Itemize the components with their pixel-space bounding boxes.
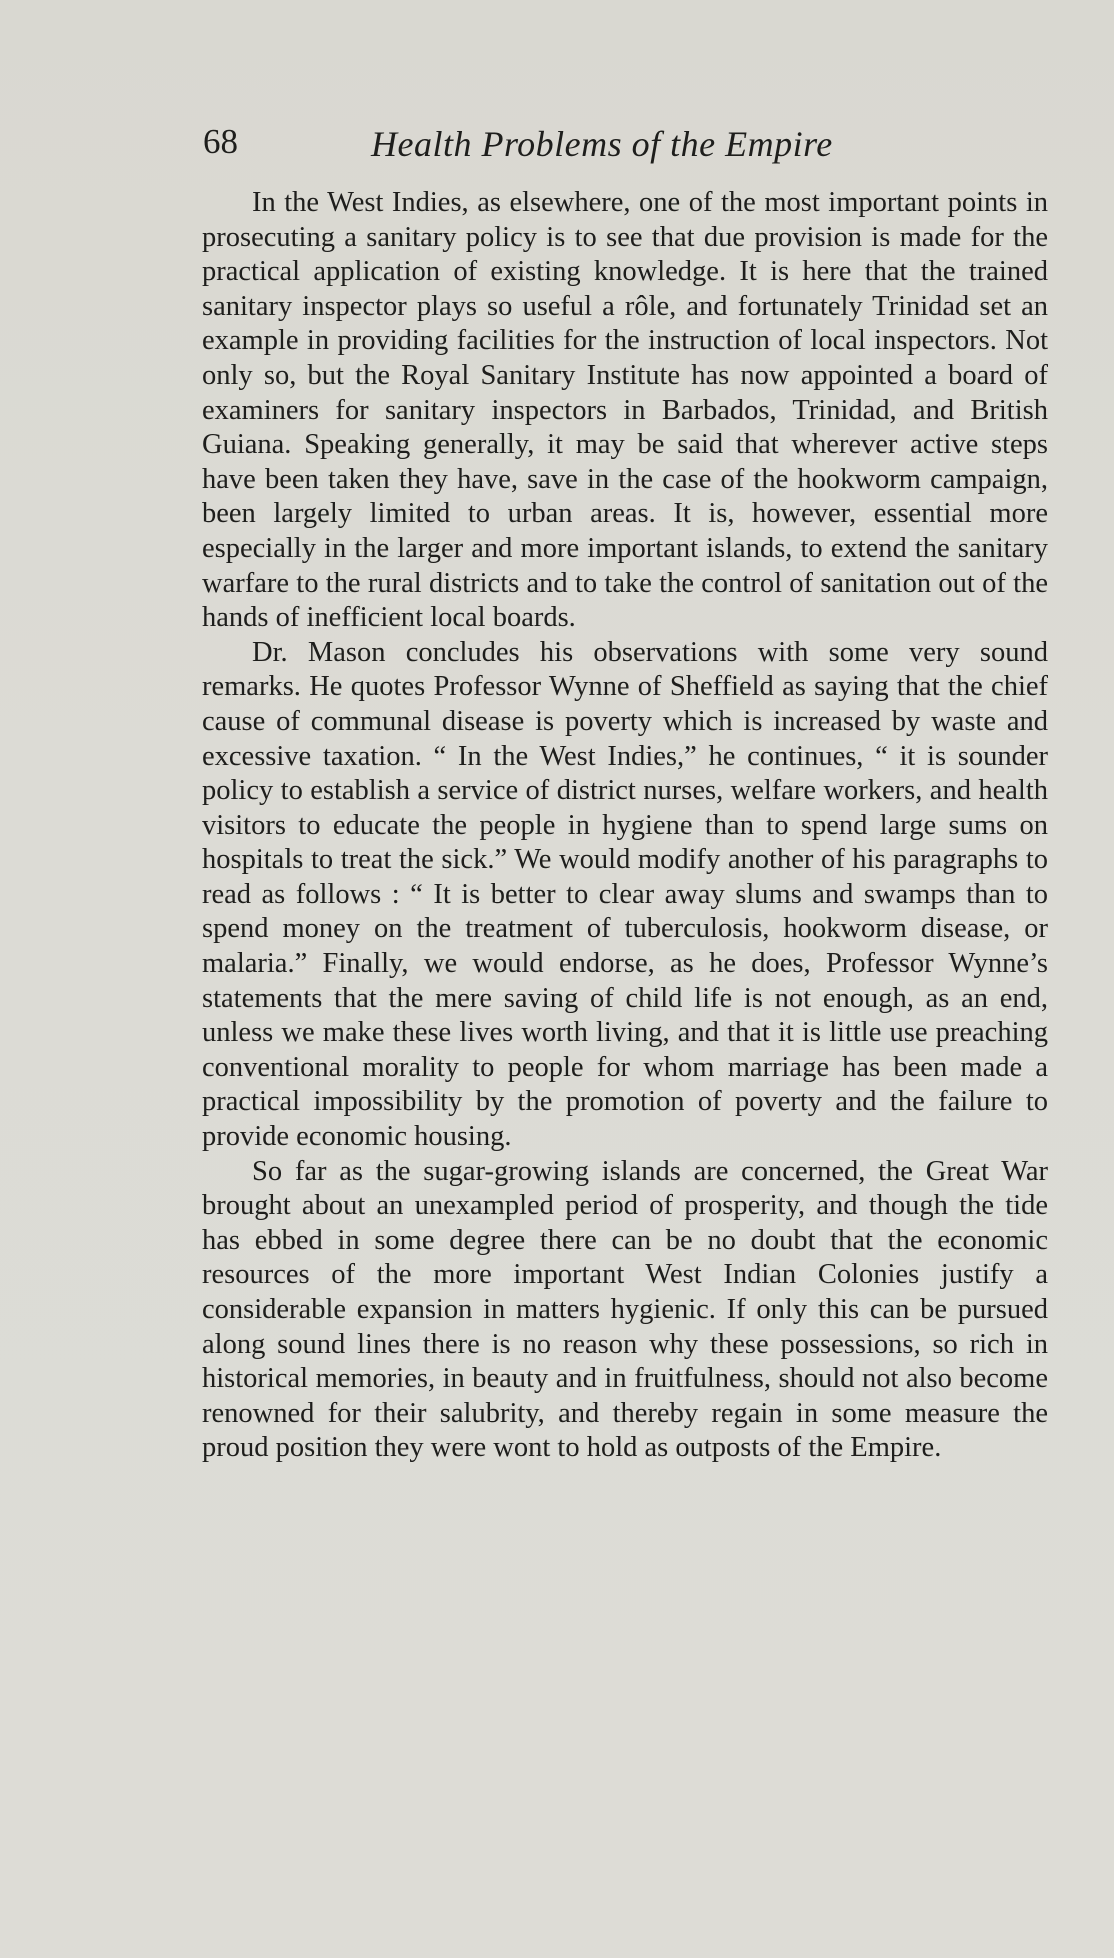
body-text — [202, 186, 1048, 1466]
page-number: 68 — [203, 122, 238, 161]
paragraph-sanitary-policy: In the West Indies, as elsewhere, one of the most important points in prosecuting a sanitary policy is to see that due provision is made for the practical application of existing knowledge. It is here that the trained sanitary inspector plays so useful a rôle, and fortunately Trinidad set an example in providing facilities for the instruction of local inspectors. Not only so, but the Royal Sanitary Institute has now appointed a board of examiners for sanitary inspectors in Barbados, Trinidad, and British Guiana. Speaking generally, it may be said that wherever active steps have been taken they have, save in the case of the hookworm campaign, been largely limited to urban areas. It is, however, essential more especially in the larger and more important islands, to extend the sanitary warfare to the rural districts and to take the control of sanitation out of the hands of inefficient local boards. — [202, 187, 1048, 634]
paragraph-dr-mason: Dr. Mason concludes his observations with some very sound remarks. He quotes Professor Wynne of Sheffield as saying that the chief cause of communal disease is poverty which is increased by waste and excessive taxation. “ In the West Indies,” he continues, “ it is sounder policy to establish a service of district nurses, welfare workers, and health visitors to educate the people in hygiene than to spend large sums on hospitals to treat the sick.” We would modify another of his paragraphs to read as follows : “ It is better to clear away slums and swamps than to spend money on the treatment of tuberculosis, hookworm disease, or malaria.” Finally, we would endorse, as he does, Professor Wynne’s statements that the mere saving of child life is not enough, as an end, unless we make these lives worth living, and that it is little use preaching conventional morality to people for whom marriage has been made a practical impossibility by the promotion of poverty and the failure to provide economic housing. — [202, 636, 1048, 1153]
paragraph-sugar-islands: So far as the sugar-growing islands are concerned, the Great War brought about an unexampled period of prosperity, and though the tide has ebbed in some degree there can be no doubt that the economic resources of the more important West Indian Colonies justify a considerable expansion in matters hygienic. If only this can be pursued along sound lines there is no reason why these possessions, so rich in historical memories, in beauty and in fruitfulness, should not also become renowned for their salubrity, and thereby regain in some measure the proud position they were wont to hold as outposts of the Empire. — [202, 1155, 1048, 1464]
running-head — [203, 122, 1048, 182]
running-title: Health Problems of the Empire — [371, 124, 833, 164]
